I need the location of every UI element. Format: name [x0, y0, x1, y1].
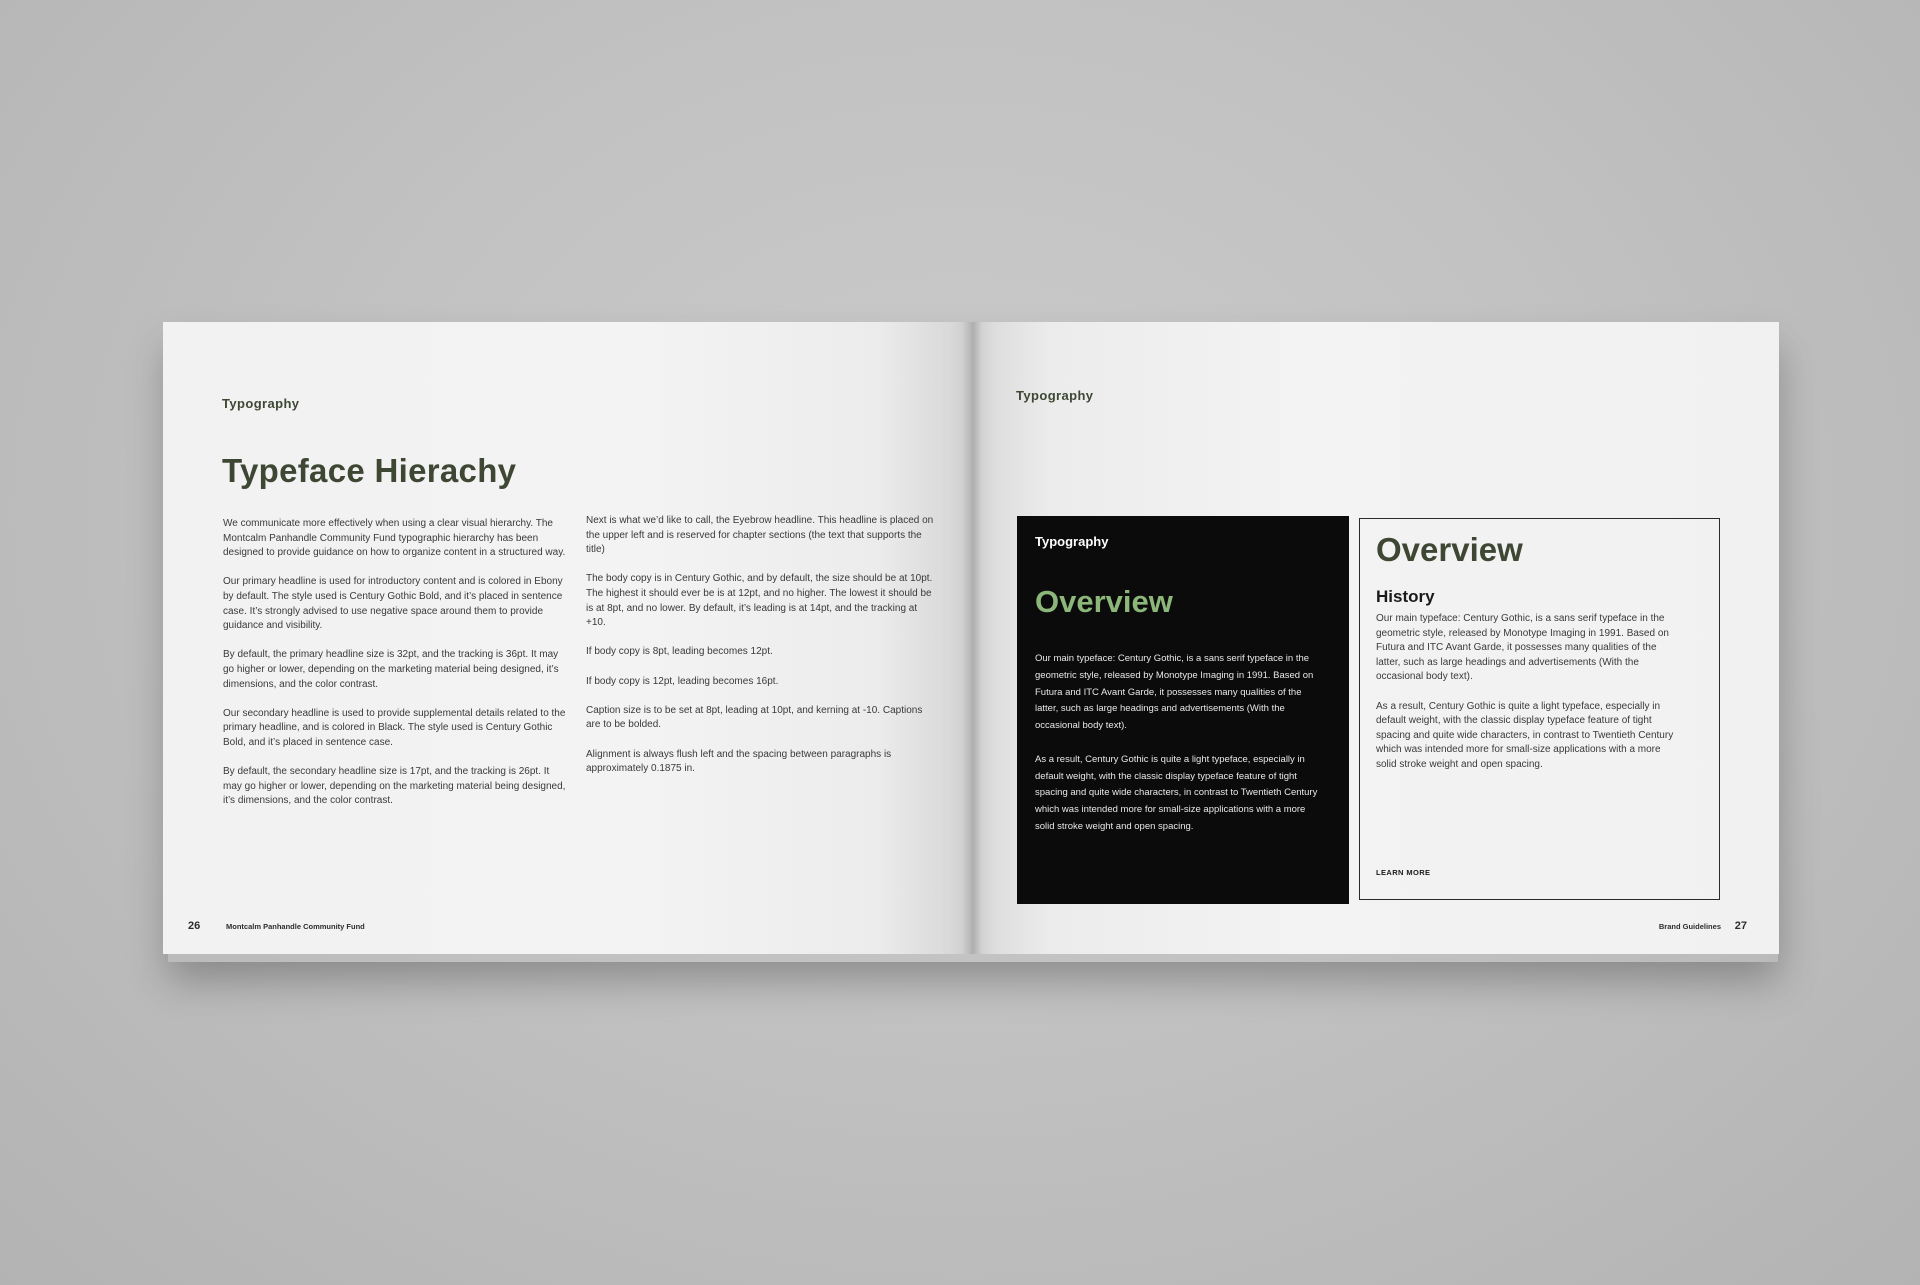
footer-org-name: Montcalm Panhandle Community Fund — [226, 922, 365, 931]
paragraph: If body copy is 8pt, leading becomes 12pt. — [586, 646, 773, 658]
page-number-right: 27 — [1734, 920, 1747, 932]
dark-overview-card — [1017, 516, 1349, 904]
paragraph: Alignment is always flush left and the spacing between paragraphs is approximately 0.1875 in. — [586, 748, 892, 775]
primary-headline: Typeface Hierachy — [222, 452, 517, 489]
body-column-1 — [223, 517, 568, 823]
paragraph: Our secondary headline is used to provide supplemental details related to the primary headline, and is colored in Black. The style used is Century Gothic Bold, and it’s placed in sentence case. — [223, 707, 566, 748]
paragraph: By default, the secondary headline size is 17pt, and the tracking is 26pt. It may go higher or lower, depending on the marketing material being designed, it’s dimensions, and the color contrast. — [223, 766, 566, 807]
paragraph: The body copy is in Century Gothic, and by default, the size should be at 10pt. The highest it should ever be is at 12pt, and no higher. The lowest it should be is at 8pt, and no lower. By default, it’s leading is at 14pt, and the tracking at +10. — [586, 573, 933, 629]
left-page — [163, 322, 974, 954]
paragraph: As a result, Century Gothic is quite a light typeface, especially in default weight, with the classic display typeface feature of tight spacing and quite wide characters, in contrast to Twentieth Century which was intended more for small-size applications with a more solid stroke weight and open spacing. — [1376, 700, 1674, 770]
card-eyebrow: Typography — [1035, 534, 1109, 549]
left-eyebrow: Typography — [222, 396, 300, 411]
paragraph: As a result, Century Gothic is quite a light typeface, especially in default weight, with the classic display typeface feature of tight spacing and quite wide characters, in contrast to Twentieth Century which was intended more for small-size applications with a more solid stroke weight and open spacing. — [1035, 753, 1318, 832]
paragraph: If body copy is 12pt, leading becomes 16pt. — [586, 675, 779, 687]
paragraph: Next is what we’d like to call, the Eyebrow headline. This headline is placed on the upper left and is reserved for chapter sections (the text that supports the title) — [586, 515, 934, 556]
outline-overview-card — [1359, 518, 1720, 900]
paragraph: By default, the primary headline size is 32pt, and the tracking is 36pt. It may go higher or lower, depending on the marketing material being designed, it’s dimensions, and the color contrast. — [223, 649, 559, 690]
paragraph: We communicate more effectively when using a clear visual hierarchy. The Montcalm Panhandle Community Fund typographic hierarchy has been designed to provide guidance on how to organize content in a structured way. — [223, 518, 566, 559]
body-column-2 — [586, 514, 936, 791]
paragraph: Our main typeface: Century Gothic, is a sans serif typeface in the geometric style, released by Monotype Imaging in 1991. Based on Futura and ITC Avant Garde, it possesses many qualities of the latter, such as large headings and advertisements (With the occasional body text). — [1035, 653, 1314, 732]
card-title: Overview — [1376, 531, 1523, 568]
paragraph: Caption size is to be set at 8pt, leading at 10pt, and kerning at -10. Captions are to be bolded. — [586, 704, 923, 731]
right-eyebrow: Typography — [1016, 388, 1094, 403]
learn-more-link[interactable]: LEARN MORE — [1376, 868, 1431, 877]
right-page — [971, 322, 1779, 954]
card-body — [1035, 651, 1325, 853]
card-body — [1376, 612, 1676, 787]
footer-brand-guidelines: Brand Guidelines — [1658, 922, 1721, 931]
paragraph: Our main typeface: Century Gothic, is a sans serif typeface in the geometric style, released by Monotype Imaging in 1991. Based on Futura and ITC Avant Garde, it possesses many qualities of the latter, such as large headings and advertisements (With the occasional body text). — [1376, 613, 1669, 683]
paragraph: Our primary headline is used for introductory content and is colored in Ebony by default. The style used is Century Gothic Bold, and it’s placed in sentence case. It’s strongly advised to use negative space around them to provide guidance and visibility. — [223, 576, 563, 632]
card-title: Overview — [1035, 584, 1173, 619]
card-subtitle: History — [1376, 587, 1435, 606]
page-number-left: 26 — [188, 920, 201, 932]
